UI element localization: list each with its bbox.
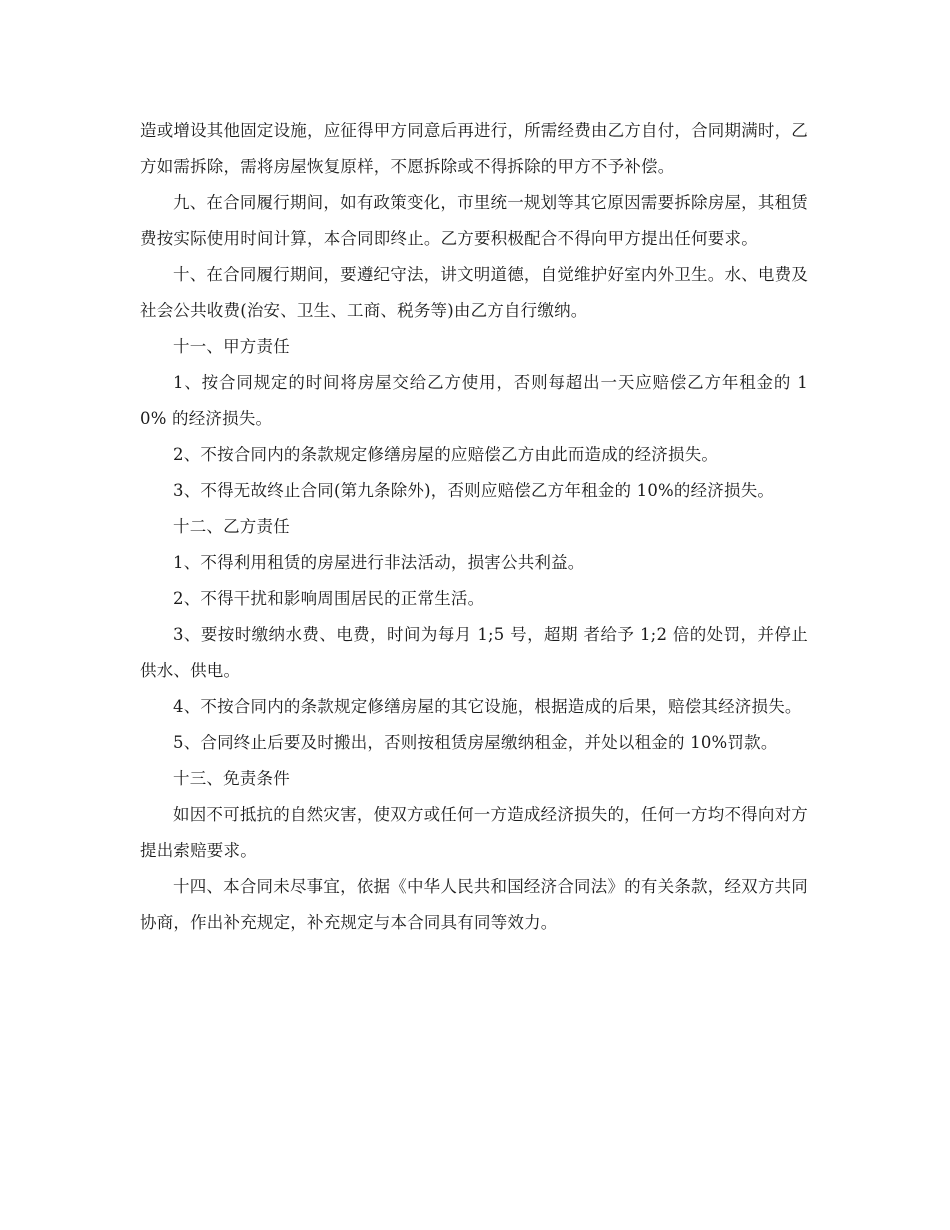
clause-12-item-4: 4、不按合同内的条款规定修缮房屋的其它设施，根据造成的后果，赔偿其经济损失。 — [173, 697, 802, 716]
clause-11-item-1: 1、按合同规定的时间将房屋交给乙方使用，否则每超出一天应赔偿乙方年租金的 10% 的经济损失。 — [140, 373, 808, 428]
clause-9: 九、在合同履行期间，如有政策变化，市里统一规划等其它原因需要拆除房屋，其租赁费按实际使用时间计算，本合同即终止。乙方要积极配合不得向甲方提出任何要求。 — [140, 193, 808, 248]
paragraph-continuation: 造或增设其他固定设施，应征得甲方同意后再进行，所需经费由乙方自付，合同期满时，乙方如需拆除，需将房屋恢复原样，不愿拆除或不得拆除的甲方不予补偿。 — [140, 121, 808, 176]
clause-11-item-2: 2、不按合同内的条款规定修缮房屋的应赔偿乙方由此而造成的经济损失。 — [173, 445, 719, 464]
clause-14: 十四、本合同未尽事宜，依据《中华人民共和国经济合同法》的有关条款，经双方共同协商，作出补充规定，补充规定与本合同具有同等效力。 — [140, 877, 808, 932]
clause-12-item-2: 2、不得干扰和影响周围居民的正常生活。 — [173, 589, 485, 608]
clause-12-heading: 十二、乙方责任 — [173, 517, 290, 536]
document-body — [140, 113, 808, 941]
clause-13-heading: 十三、免责条件 — [173, 769, 290, 788]
clause-13-body: 如因不可抵抗的自然灾害，使双方或任何一方造成经济损失的，任何一方均不得向对方提出索赔要求。 — [140, 805, 808, 860]
clause-11-item-3: 3、不得无故终止合同(第九条除外)，否则应赔偿乙方年租金的 10%的经济损失。 — [173, 481, 775, 500]
clause-11-heading: 十一、甲方责任 — [173, 337, 290, 356]
clause-10: 十、在合同履行期间，要遵纪守法，讲文明道德，自觉维护好室内外卫生。水、电费及社会公共收费(治安、卫生、工商、税务等)由乙方自行缴纳。 — [140, 265, 808, 320]
clause-12-item-5: 5、合同终止后要及时搬出，否则按租赁房屋缴纳租金，并处以租金的 10%罚款。 — [173, 733, 778, 752]
clause-12-item-1: 1、不得利用租赁的房屋进行非法活动，损害公共利益。 — [173, 553, 585, 572]
clause-12-item-3: 3、要按时缴纳水费、电费，时间为每月 1;5 号，超期 者给予 1;2 倍的处罚，并停止供水、供电。 — [140, 625, 808, 680]
